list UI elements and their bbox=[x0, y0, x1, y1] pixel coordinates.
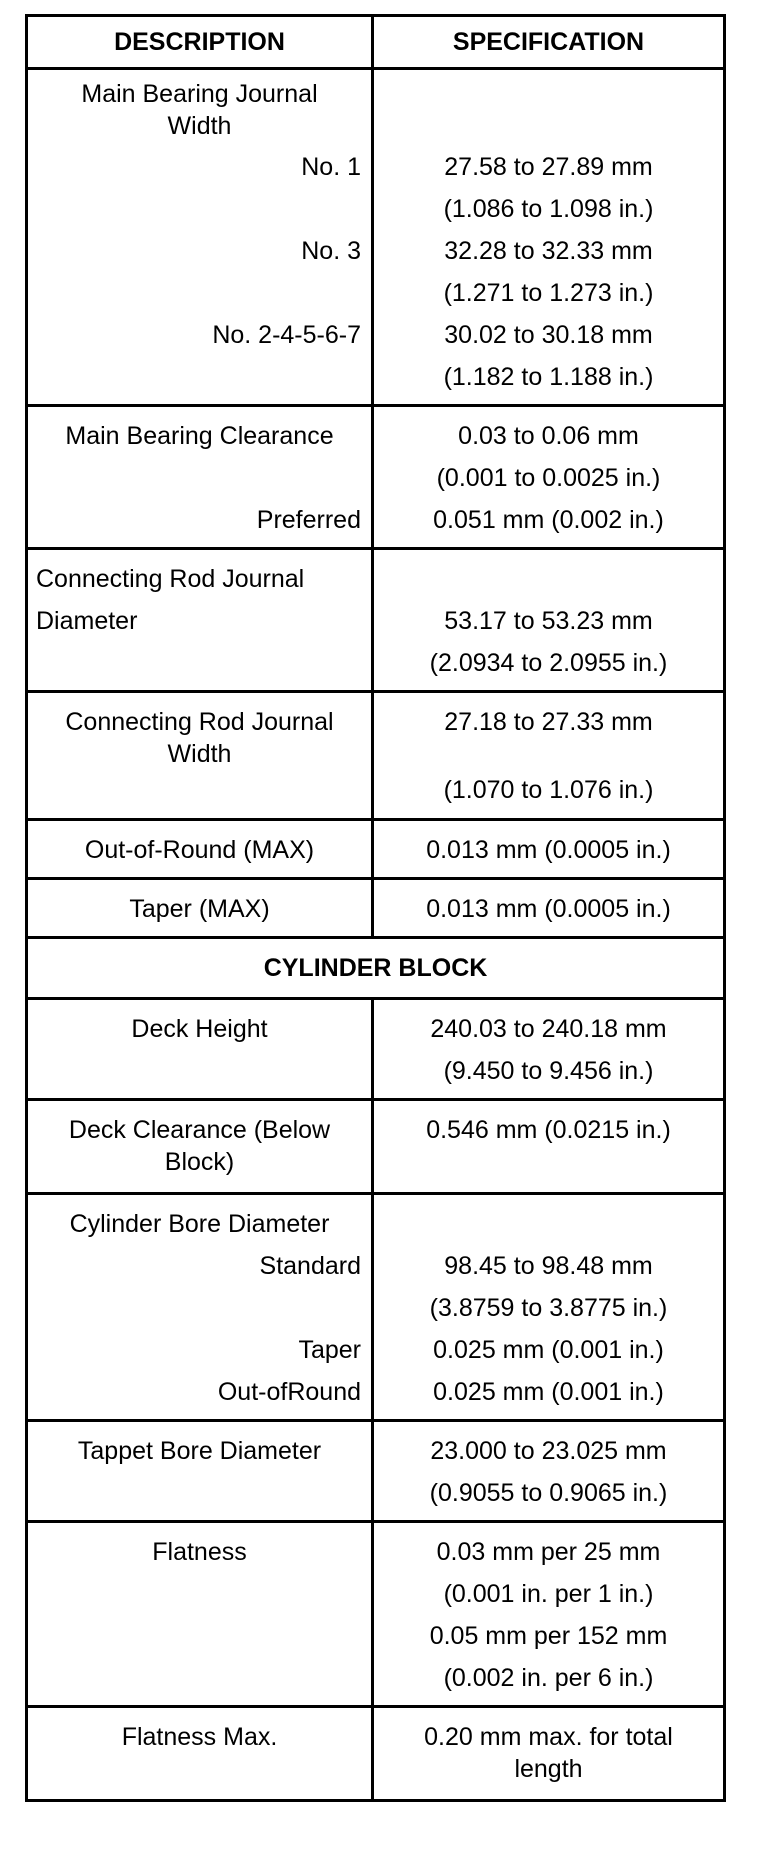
spec-value: 0.013 mm (0.0005 in.) bbox=[426, 895, 671, 923]
specification-cell bbox=[373, 879, 725, 938]
description-cell bbox=[27, 1194, 373, 1421]
specification-table bbox=[25, 14, 726, 1802]
table-row bbox=[27, 879, 725, 938]
spec-value: 0.025 mm (0.001 in.) bbox=[433, 1336, 664, 1364]
spec-value: (1.182 to 1.188 in.) bbox=[443, 363, 654, 391]
description-cell bbox=[27, 879, 373, 938]
row-description: Main Bearing Journal Width bbox=[81, 80, 318, 140]
spec-value: (1.271 to 1.273 in.) bbox=[443, 279, 654, 307]
row-description: Out-of-Round (MAX) bbox=[84, 836, 315, 864]
spec-value: 27.18 to 27.33 mm bbox=[444, 708, 653, 736]
specification-cell bbox=[373, 1100, 725, 1194]
row-description: Deck Height bbox=[131, 1015, 268, 1043]
spec-value: (0.001 to 0.0025 in.) bbox=[436, 464, 661, 492]
row-description: Connecting Rod Journal Width bbox=[65, 708, 334, 768]
table-header-row bbox=[27, 16, 725, 69]
spacer bbox=[38, 457, 361, 499]
spacer bbox=[384, 558, 713, 600]
description-cell bbox=[27, 692, 373, 820]
table-row bbox=[27, 999, 725, 1100]
description-cell bbox=[27, 549, 373, 692]
section-title: CYLINDER BLOCK bbox=[27, 938, 725, 999]
specification-cell bbox=[373, 692, 725, 820]
row-description: Deck Clearance (Below Block) bbox=[68, 1116, 331, 1176]
row-description: Diameter bbox=[36, 607, 138, 635]
spacer bbox=[38, 770, 361, 812]
row-description: Flatness bbox=[152, 1538, 247, 1566]
spacer bbox=[38, 1287, 361, 1329]
description-cell bbox=[27, 1707, 373, 1801]
spec-value: 0.546 mm (0.0215 in.) bbox=[426, 1116, 671, 1144]
row-description: Taper (MAX) bbox=[129, 895, 270, 923]
header-specification: SPECIFICATION bbox=[373, 16, 725, 69]
description-cell bbox=[27, 406, 373, 549]
specification-cell bbox=[373, 406, 725, 549]
spec-value: 0.05 mm per 152 mm bbox=[429, 1622, 668, 1650]
specification-cell bbox=[373, 1421, 725, 1522]
specification-cell bbox=[373, 820, 725, 879]
spec-value: 32.28 to 32.33 mm bbox=[444, 237, 653, 265]
spacer bbox=[38, 272, 361, 314]
table-row bbox=[27, 406, 725, 549]
spec-value: 27.58 to 27.89 mm bbox=[444, 153, 653, 181]
item-label: No. 1 bbox=[301, 153, 361, 181]
table-row bbox=[27, 1522, 725, 1707]
row-description: Tappet Bore Diameter bbox=[77, 1437, 322, 1465]
spec-value: (3.8759 to 3.8775 in.) bbox=[429, 1294, 668, 1322]
spec-value: 240.03 to 240.18 mm bbox=[430, 1015, 667, 1043]
item-label: Taper bbox=[298, 1336, 361, 1364]
spacer bbox=[384, 1203, 713, 1245]
spec-value: 0.03 to 0.06 mm bbox=[458, 422, 639, 450]
spec-value: 0.03 mm per 25 mm bbox=[436, 1538, 661, 1566]
section-row bbox=[27, 938, 725, 999]
item-label: No. 2-4-5-6-7 bbox=[212, 321, 361, 349]
spec-value: (1.086 to 1.098 in.) bbox=[443, 195, 654, 223]
spacer bbox=[36, 642, 361, 684]
spacer bbox=[38, 188, 361, 230]
spec-value: (2.0934 to 2.0955 in.) bbox=[429, 649, 668, 677]
specification-cell bbox=[373, 1194, 725, 1421]
spec-value: 0.051 mm (0.002 in.) bbox=[433, 506, 664, 534]
description-cell bbox=[27, 1421, 373, 1522]
description-cell bbox=[27, 999, 373, 1100]
item-label: Standard bbox=[259, 1252, 361, 1280]
table-row bbox=[27, 69, 725, 406]
spec-value: 0.013 mm (0.0005 in.) bbox=[426, 836, 671, 864]
row-description: Flatness Max. bbox=[121, 1723, 278, 1751]
table-row bbox=[27, 1421, 725, 1522]
item-label: No. 3 bbox=[301, 237, 361, 265]
spec-value: 53.17 to 53.23 mm bbox=[444, 607, 653, 635]
item-label: Out-ofRound bbox=[217, 1378, 361, 1406]
description-cell bbox=[27, 1522, 373, 1707]
spec-value: 98.45 to 98.48 mm bbox=[444, 1252, 653, 1280]
specification-cell bbox=[373, 549, 725, 692]
row-description: Cylinder Bore Diameter bbox=[69, 1210, 330, 1238]
description-cell bbox=[27, 820, 373, 879]
header-description: DESCRIPTION bbox=[27, 16, 373, 69]
spec-value: (0.001 in. per 1 in.) bbox=[443, 1580, 654, 1608]
spec-value: (0.002 in. per 6 in.) bbox=[443, 1664, 654, 1692]
spec-value: 0.025 mm (0.001 in.) bbox=[433, 1378, 664, 1406]
description-cell bbox=[27, 1100, 373, 1194]
spec-value: 23.000 to 23.025 mm bbox=[430, 1437, 667, 1465]
specification-cell bbox=[373, 69, 725, 406]
table-row bbox=[27, 692, 725, 820]
spec-value: (1.070 to 1.076 in.) bbox=[443, 776, 654, 804]
table-row bbox=[27, 1100, 725, 1194]
table-row bbox=[27, 549, 725, 692]
table-row bbox=[27, 1707, 725, 1801]
spec-value: (9.450 to 9.456 in.) bbox=[443, 1057, 654, 1085]
spec-value: 0.20 mm max. for total length bbox=[424, 1723, 673, 1783]
specification-cell bbox=[373, 999, 725, 1100]
specification-cell bbox=[373, 1522, 725, 1707]
row-description: Main Bearing Clearance bbox=[65, 422, 334, 450]
spacer bbox=[38, 356, 361, 398]
spec-value: 30.02 to 30.18 mm bbox=[444, 321, 653, 349]
row-description: Connecting Rod Journal bbox=[36, 565, 305, 593]
table-row bbox=[27, 1194, 725, 1421]
table-row bbox=[27, 820, 725, 879]
spacer bbox=[384, 78, 713, 146]
description-cell bbox=[27, 69, 373, 406]
item-label: Preferred bbox=[256, 506, 361, 534]
specification-cell bbox=[373, 1707, 725, 1801]
spec-value: (0.9055 to 0.9065 in.) bbox=[429, 1479, 668, 1507]
